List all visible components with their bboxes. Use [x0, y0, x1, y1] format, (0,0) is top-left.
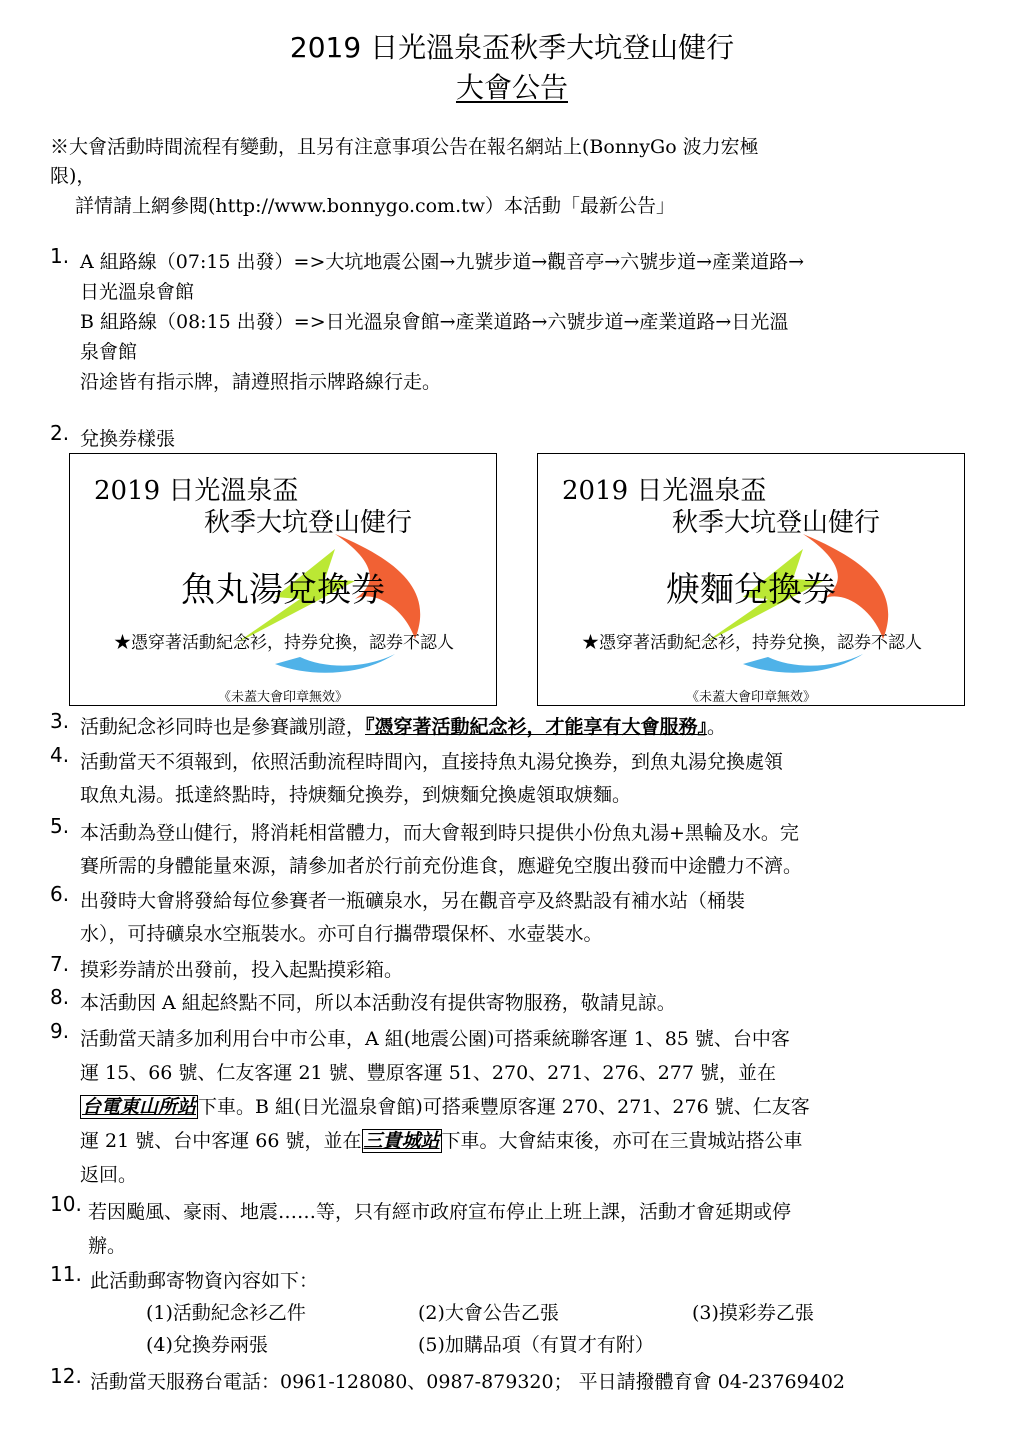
coupon-note: ★憑穿著活動紀念衫，持券兌換，認券不認人	[582, 633, 922, 653]
coupon-footer: 《未蓋大會印章無效》	[685, 690, 816, 705]
item-line: 此活動郵寄物資內容如下：	[90, 1270, 319, 1292]
coupon-footer: 《未蓋大會印章無效》	[217, 690, 348, 705]
item-number: 9.	[50, 1019, 70, 1043]
page-subtitle: 大會公告	[455, 71, 568, 104]
notice-item-12	[50, 1364, 980, 1398]
item-line: 運 15、66 號、仁友客運 21 號、豐原客運 51、270、271、276、277 號，並在	[80, 1062, 777, 1084]
item-emphasis: 『憑穿著活動紀念衫，才能享有大會服務』	[365, 716, 708, 738]
item-text: 運 21 號、台中客運 66 號，並在	[80, 1130, 362, 1152]
item-number: 7.	[50, 952, 70, 976]
item-text: 下車。大會結束後，亦可在三貴城站搭公車	[441, 1130, 803, 1152]
item-line: 泉會館	[80, 341, 138, 363]
item-line: A 組路線（07:15 出發）=>大坑地震公園→九號步道→觀音亭→六號步道→產業道路→	[80, 251, 804, 273]
notice-item-5	[50, 814, 980, 883]
bus-stop-label: 三貴城站	[363, 1130, 440, 1152]
mail-item: (5)加購品項（有買才有附）	[418, 1334, 654, 1356]
item-number: 6.	[50, 882, 70, 906]
notice-line-1: ※大會活動時間流程有變動，且另有注意事項公告在報名網站上(BonnyGo 波力宏極	[50, 136, 759, 158]
notice-line-2: 限)，	[50, 165, 96, 187]
notice-item-11	[50, 1262, 980, 1361]
notice-item-7	[50, 952, 980, 986]
item-number: 8.	[50, 985, 70, 1009]
notice-item-4	[50, 743, 980, 812]
item-line: 日光溫泉會館	[80, 281, 195, 303]
coupon-title-2: 秋季大坑登山健行	[672, 508, 881, 538]
notice-line-3: 詳情請上網參閱(http://www.bonnygo.com.tw）本活動「最新公告」	[75, 195, 676, 217]
item-line: 出發時大會將發給每位參賽者一瓶礦泉水，另在觀音亭及終點設有補水站（桶裝	[80, 890, 746, 912]
item-number: 5.	[50, 814, 70, 838]
page-title: 2019 日光溫泉盃秋季大坑登山健行	[289, 31, 735, 64]
item-text: 。	[707, 716, 727, 738]
notice-item-3	[50, 709, 980, 743]
notice-item-1	[50, 244, 980, 397]
item-line: 本活動為登山健行，將消耗相當體力，而大會報到時只提供小份魚丸湯+黑輪及水。完	[80, 822, 799, 844]
notice-item-2	[50, 421, 980, 455]
item-line: 若因颱風、豪雨、地震……等，只有經市政府宣布停止上班上課，活動才會延期或停	[88, 1201, 792, 1223]
item-line: 兌換券樣張	[80, 428, 176, 450]
item-line: 本活動因 A 組起終點不同，所以本活動沒有提供寄物服務，敬請見諒。	[80, 992, 676, 1014]
logo-blue-stroke	[743, 654, 863, 673]
item-line: 活動當天服務台電話：0961-128080、0987-879320； 平日請撥體育會 04-23769402	[90, 1371, 845, 1393]
item-line: 活動當天請多加利用台中市公車，A 組(地震公園)可搭乘統聯客運 1、85 號、台中客	[80, 1028, 790, 1050]
item-number: 3.	[50, 709, 70, 733]
item-line: 水），可持礦泉水空瓶裝水。亦可自行攜帶環保杯、水壺裝水。	[80, 923, 603, 945]
mail-item: (3)摸彩券乙張	[692, 1302, 814, 1324]
notice-item-8	[50, 985, 980, 1019]
coupon-noodle	[537, 453, 965, 706]
coupon-fishball	[69, 453, 497, 706]
item-number: 4.	[50, 743, 70, 767]
notice-item-10	[50, 1192, 980, 1263]
coupon-note: ★憑穿著活動紀念衫，持券兌換，認券不認人	[114, 633, 454, 653]
item-line: B 組路線（08:15 出發）=>日光溫泉會館→產業道路→六號步道→產業道路→日光溫	[80, 311, 789, 333]
item-line: 辦。	[88, 1235, 127, 1257]
mail-item: (1)活動紀念衫乙件	[146, 1302, 306, 1324]
mail-item: (4)兌換券兩張	[146, 1334, 268, 1356]
bus-stop-label: 台電東山所站	[82, 1096, 197, 1118]
item-line: 取魚丸湯。抵達終點時，持焿麵兌換券，到焿麵兌換處領取焿麵。	[80, 784, 632, 806]
coupon-name: 焿麵兌換券	[666, 570, 836, 610]
coupon-title-1: 2019 日光溫泉盃	[562, 476, 767, 506]
item-number: 12.	[50, 1364, 82, 1388]
item-line: 沿途皆有指示牌，請遵照指示牌路線行走。	[80, 371, 442, 393]
item-line: 賽所需的身體能量來源，請參加者於行前充份進食，應避免空腹出發而中途體力不濟。	[80, 855, 803, 877]
mail-item: (2)大會公告乙張	[418, 1302, 559, 1324]
item-number: 1.	[50, 244, 70, 268]
coupon-title-1: 2019 日光溫泉盃	[94, 476, 299, 506]
coupon-title-2: 秋季大坑登山健行	[204, 508, 413, 538]
item-line: 摸彩券請於出發前，投入起點摸彩箱。	[80, 959, 404, 981]
item-number: 10.	[50, 1192, 82, 1216]
notice-item-6	[50, 882, 980, 951]
item-line: 活動當天不須報到，依照活動流程時間內，直接持魚丸湯兌換券，到魚丸湯兌換處領	[80, 751, 784, 773]
item-text: 活動紀念衫同時也是參賽識別證，	[80, 716, 366, 738]
item-text: 下車。B 組(日光溫泉會館)可搭乘豐原客運 270、271、276 號、仁友客	[198, 1096, 810, 1118]
coupon-name: 魚丸湯兌換券	[181, 570, 385, 610]
item-number: 2.	[50, 421, 70, 445]
item-line: 返回。	[80, 1164, 138, 1186]
logo-blue-stroke	[275, 654, 395, 673]
notice-item-9	[50, 1019, 980, 1192]
item-number: 11.	[50, 1262, 82, 1286]
